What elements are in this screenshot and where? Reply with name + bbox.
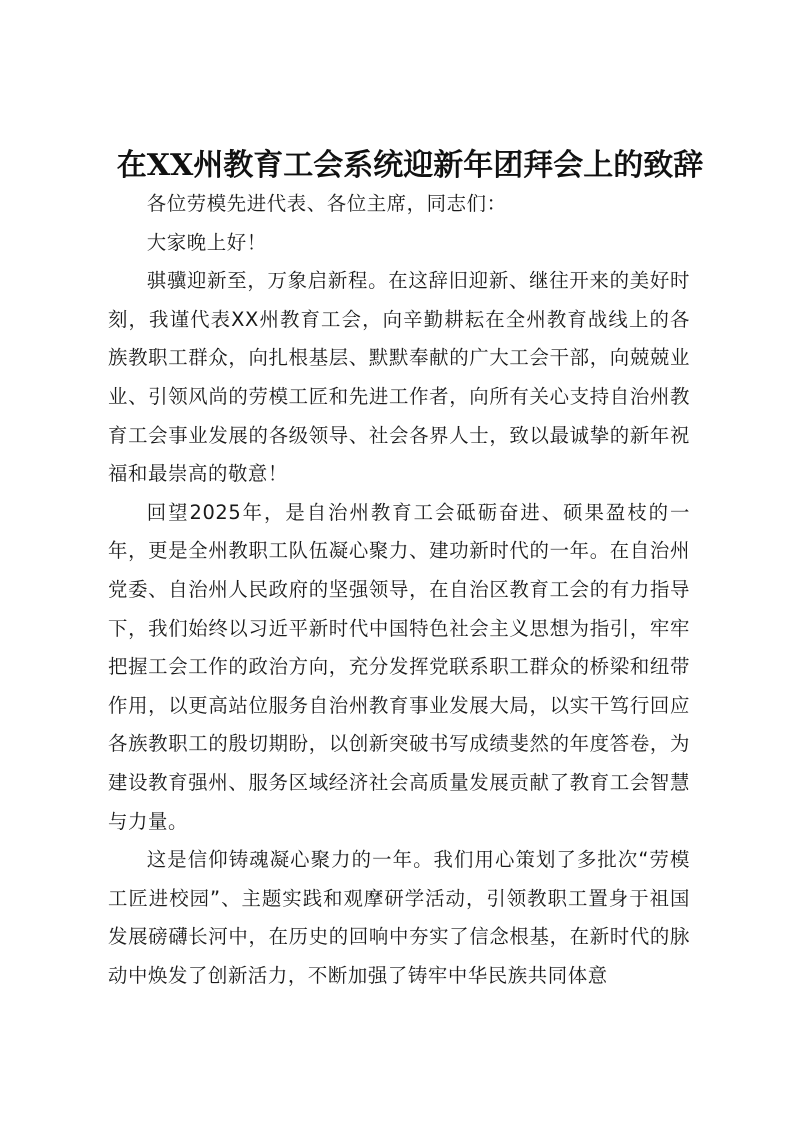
opening-paragraph: 骐骥迎新至，万象启新程。在这辞旧迎新、继往开来的美好时刻，我谨代表XX州教育工会，向辛勤耕耘在全州教育战线上的各族教职工群众，向扎根基层、默默奉献的广大工会干部，向兢兢业业、引领风尚的劳模工匠和先进工作者，向所有关心支持自治州教育工会事业发展的各级领导、社会各界人士，致以最诚挚的新年祝福和最崇高的敬意！ xyxy=(108,269,690,486)
greeting-paragraph: 大家晚上好！ xyxy=(146,230,267,254)
review-paragraph: 回望2025年，是自治州教育工会砥砺奋进、硕果盈枝的一年，更是全州教职工队伍凝心聚力、建功新时代的一年。在自治州党委、自治州人民政府的坚强领导，在自治区教育工会的有力指导下，我们始终以习近平新时代中国特色社会主义思想为指引，牢牢把握工会工作的政治方向，充分发挥党联系职工群众的桥梁和纽带作用，以更高站位服务自治州教育事业发展大局，以实干笃行回应各族教职工的殷切期盼，以创新突破书写成绩斐然的年度答卷，为建设教育强州、服务区域经济社会高质量发展贡献了教育工会智慧与力量。 xyxy=(108,500,690,833)
document-title: 在XX州教育工会系统迎新年团拜会上的致辞 xyxy=(116,148,704,183)
faith-paragraph: 这是信仰铸魂凝心聚力的一年。我们用心策划了多批次“劳模工匠进校园”、主题实践和观摩研学活动，引领教职工置身于祖国发展磅礴长河中，在历史的回响中夯实了信念根基，在新时代的脉动中焕发了创新活力，不断加强了铸牢中华民族共同体意 xyxy=(108,848,690,987)
document-body xyxy=(108,185,690,995)
salutation-paragraph: 各位劳模先进代表、各位主席，同志们： xyxy=(146,192,507,215)
